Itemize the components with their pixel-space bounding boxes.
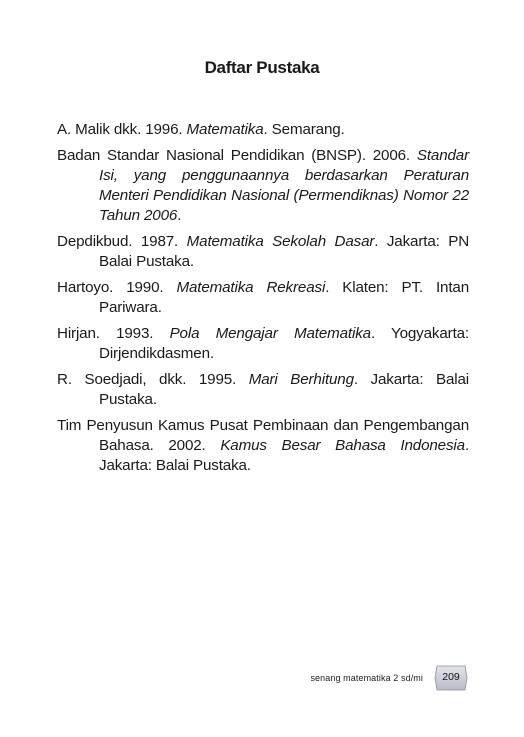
reference-author-year: Badan Standar Nasional Pendidikan (BNSP). 2006. <box>57 147 417 164</box>
reference-author-year: R. Soedjadi, dkk. 1995. <box>57 371 249 388</box>
reference-author-year: Depdikbud. 1987. <box>57 233 187 250</box>
reference-author-year: Hirjan. 1993. <box>57 325 170 342</box>
reference-title: Kamus Besar Bahasa Indonesia <box>220 437 465 454</box>
book-label: senang matematika 2 sd/mi <box>310 673 423 683</box>
reference-item <box>57 146 469 226</box>
reference-publisher: . Yogyakarta: Dirjendikdasmen. <box>99 325 470 362</box>
reference-item <box>57 324 469 364</box>
reference-title: Matematika Sekolah Dasar <box>186 233 375 250</box>
reference-title: Matematika Rekreasi <box>176 279 326 296</box>
reference-item <box>57 370 469 410</box>
reference-title: Mari Berhitung <box>248 371 354 388</box>
reference-author-year: Tim Penyusun Kamus Pusat Pembinaan dan Pengembangan Bahasa. 2002. <box>57 417 469 454</box>
reference-item <box>57 278 469 318</box>
reference-author-year: A. Malik dkk. 1996. <box>57 121 187 138</box>
reference-publisher: . Semarang. <box>263 121 345 138</box>
reference-item <box>57 416 469 476</box>
reference-title: Pola Mengajar Matematika <box>169 325 371 342</box>
reference-publisher: . <box>177 207 182 224</box>
page-title: Daftar Pustaka <box>204 58 320 77</box>
reference-title: Standar Isi, yang penggunaannya berdasarkan Peraturan Menteri Pendidikan Nasional (Permendiknas) Nomor 22 Tahun 2006 <box>99 147 469 224</box>
reference-publisher: . Klaten: PT. Intan Pariwara. <box>99 279 470 316</box>
page-footer <box>0 664 524 694</box>
reference-item <box>57 120 469 140</box>
reference-title: Matematika <box>186 121 264 138</box>
reference-publisher: . Jakarta: Balai Pustaka. <box>99 437 470 474</box>
page-number-badge <box>434 665 468 691</box>
page-number: 209 <box>442 671 460 683</box>
reference-list <box>57 120 469 482</box>
reference-author-year: Hartoyo. 1990. <box>57 279 177 296</box>
reference-publisher: . Jakarta: PN Balai Pustaka. <box>99 233 470 270</box>
reference-item <box>57 232 469 272</box>
reference-publisher: . Jakarta: Balai Pustaka. <box>99 371 469 408</box>
